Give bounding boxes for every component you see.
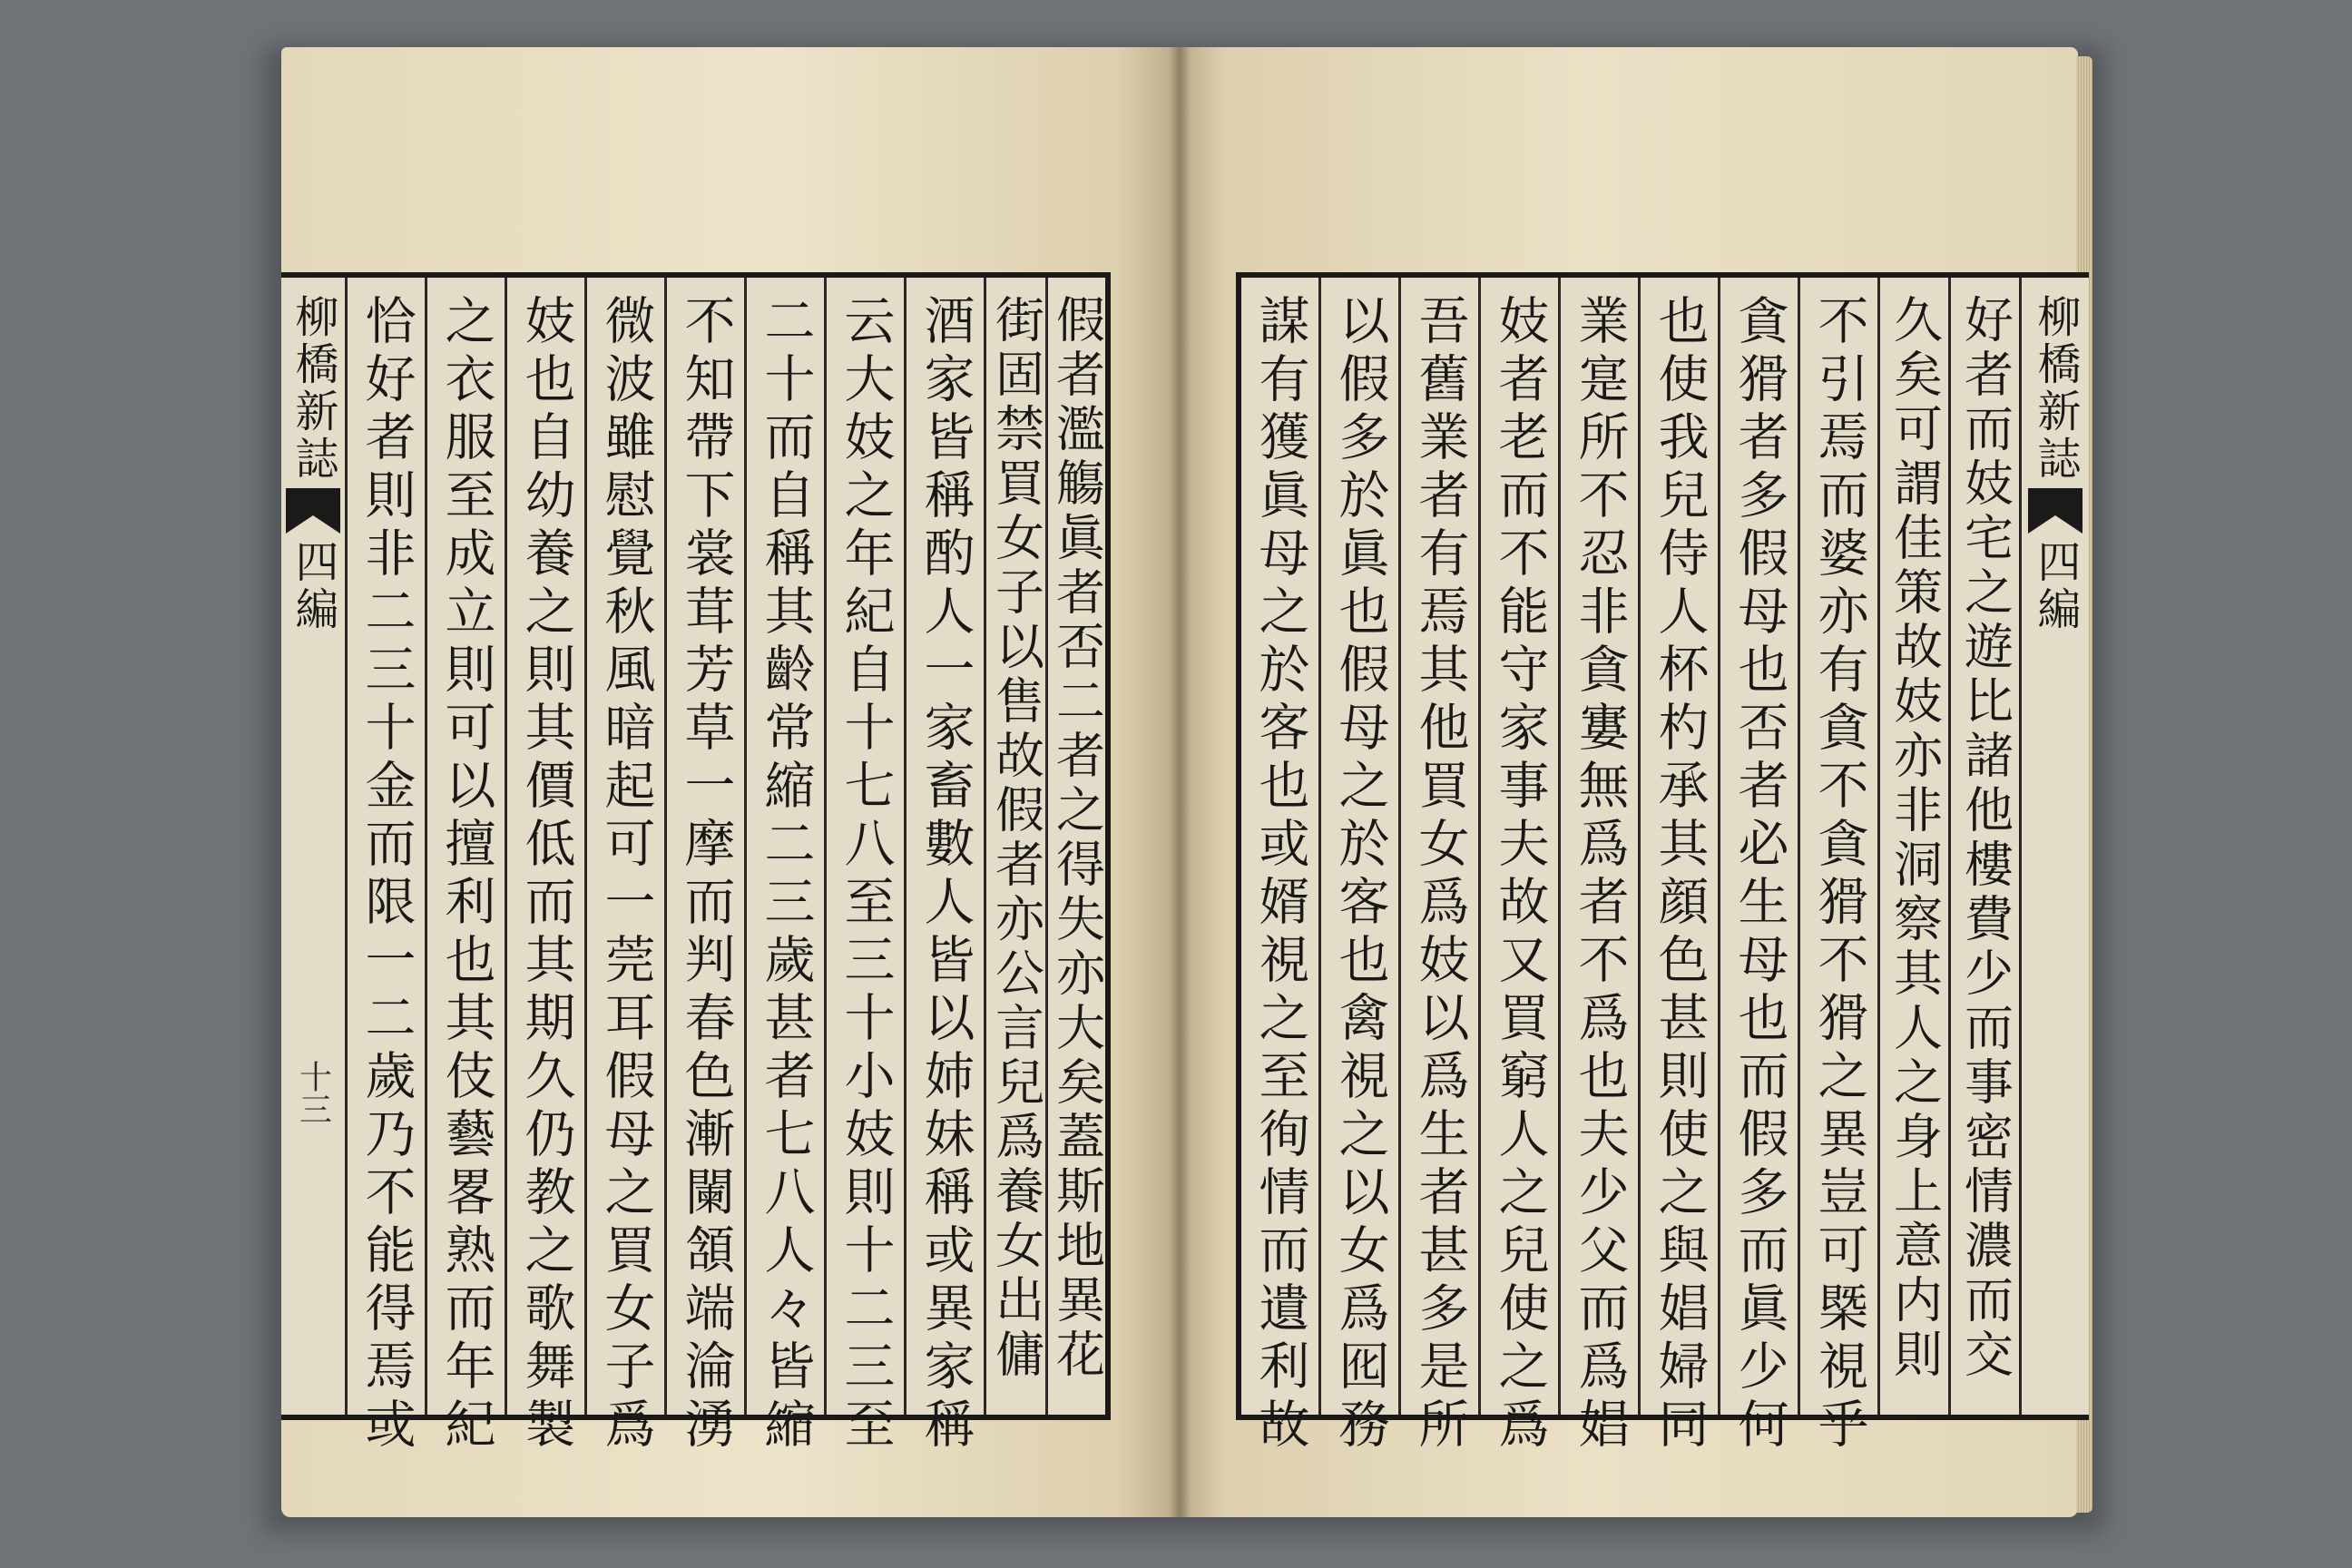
column-text: 久矣可謂佳策故妓亦非洞察其人之身上意内則 — [1886, 294, 1944, 1383]
book-spine — [1169, 47, 1191, 1517]
column-text: 不知帶下裳茸芳草一摩而判春色漸闌頷端淪湧 — [676, 294, 736, 1455]
text-column-10 — [1241, 278, 1318, 1455]
text-column-3 — [1800, 278, 1877, 1455]
volume-label: 四編 — [288, 539, 338, 633]
margin-title: 柳橋新誌 — [2030, 294, 2081, 483]
column-text: 假者濫觴眞者否二者之得失亦大矣蓋斯地異花 — [1048, 294, 1106, 1383]
text-column-9 — [1321, 278, 1398, 1455]
text-column-2 — [1880, 278, 1948, 1415]
fish-tail-mark — [286, 488, 340, 534]
text-column-9 — [427, 278, 505, 1455]
text-column-4 — [827, 278, 904, 1455]
column-text: 以假多於眞也假母之於客也禽視之以女爲囮務 — [1330, 294, 1390, 1455]
column-text: 業寔所不忍非貪寠無爲者不爲也夫少父而爲娼 — [1570, 294, 1630, 1455]
column-text: 也使我兒侍人杯杓承其顔色甚則使之與娼婦同 — [1650, 294, 1710, 1455]
column-text: 妓者老而不能守家事夫故又買窮人之兒使之爲 — [1490, 294, 1550, 1455]
column-text: 妓也自幼養之則其價低而其期久仍教之歌舞製 — [516, 294, 576, 1455]
margin-title: 柳橋新誌 — [288, 294, 338, 483]
column-text: 之衣服至成立則可以擅利也其伎藝畧熟而年紀 — [436, 294, 496, 1455]
column-text: 街固禁買女子以售故假者亦公言兒爲養女出傭 — [987, 294, 1045, 1383]
text-column-3 — [906, 278, 984, 1455]
text-column-4 — [1720, 278, 1798, 1455]
column-text: 不引焉而婆亦有貪不貪猾不猾之異豈可槩視乎 — [1809, 294, 1869, 1455]
column-text: 酒家皆稱酌人一家畜數人皆以姉妹稱或異家稱 — [916, 294, 975, 1455]
text-column-8 — [507, 278, 584, 1455]
text-column-6 — [667, 278, 744, 1455]
fish-tail-mark — [2028, 488, 2082, 534]
right-text-block — [1236, 272, 2089, 1455]
column-text: 云大妓之年紀自十七八至三十小妓則十二三至 — [836, 294, 896, 1455]
text-column-2 — [986, 278, 1045, 1415]
text-column-8 — [1401, 278, 1478, 1455]
text-column-7 — [1481, 278, 1558, 1455]
column-text: 吾舊業者有焉其他買女爲妓以爲生者甚多是所 — [1410, 294, 1470, 1455]
column-text: 好者而妓宅之遊比諸他樓費少而事密情濃而交 — [1956, 294, 2014, 1383]
column-text: 貪猾者多假母也否者必生母也而假多而眞少何 — [1730, 294, 1789, 1455]
text-column-5 — [1641, 278, 1718, 1455]
column-text: 二十而自稱其齡常縮二三歲甚者七八人々皆縮 — [756, 294, 816, 1455]
text-column-10 — [348, 278, 425, 1455]
folio-number: 十三 — [294, 1060, 332, 1125]
column-text: 恰好者則非二三十金而限一二歲乃不能得焉或 — [357, 294, 416, 1455]
text-column-7 — [587, 278, 664, 1455]
text-column-5 — [747, 278, 824, 1455]
column-text: 謀有獲眞母之於客也或婿視之至徇情而遺利故 — [1250, 294, 1310, 1455]
text-column-1 — [1048, 278, 1105, 1415]
left-text-block — [281, 272, 1111, 1455]
text-column-6 — [1561, 278, 1638, 1455]
text-column-1 — [1951, 278, 2019, 1415]
volume-label: 四編 — [2030, 539, 2081, 633]
right-margin-column — [2022, 278, 2089, 1415]
left-margin-column — [281, 278, 345, 1415]
column-text: 微波雖慰覺秋風暗起可一莞耳假母之買女子爲 — [596, 294, 656, 1455]
